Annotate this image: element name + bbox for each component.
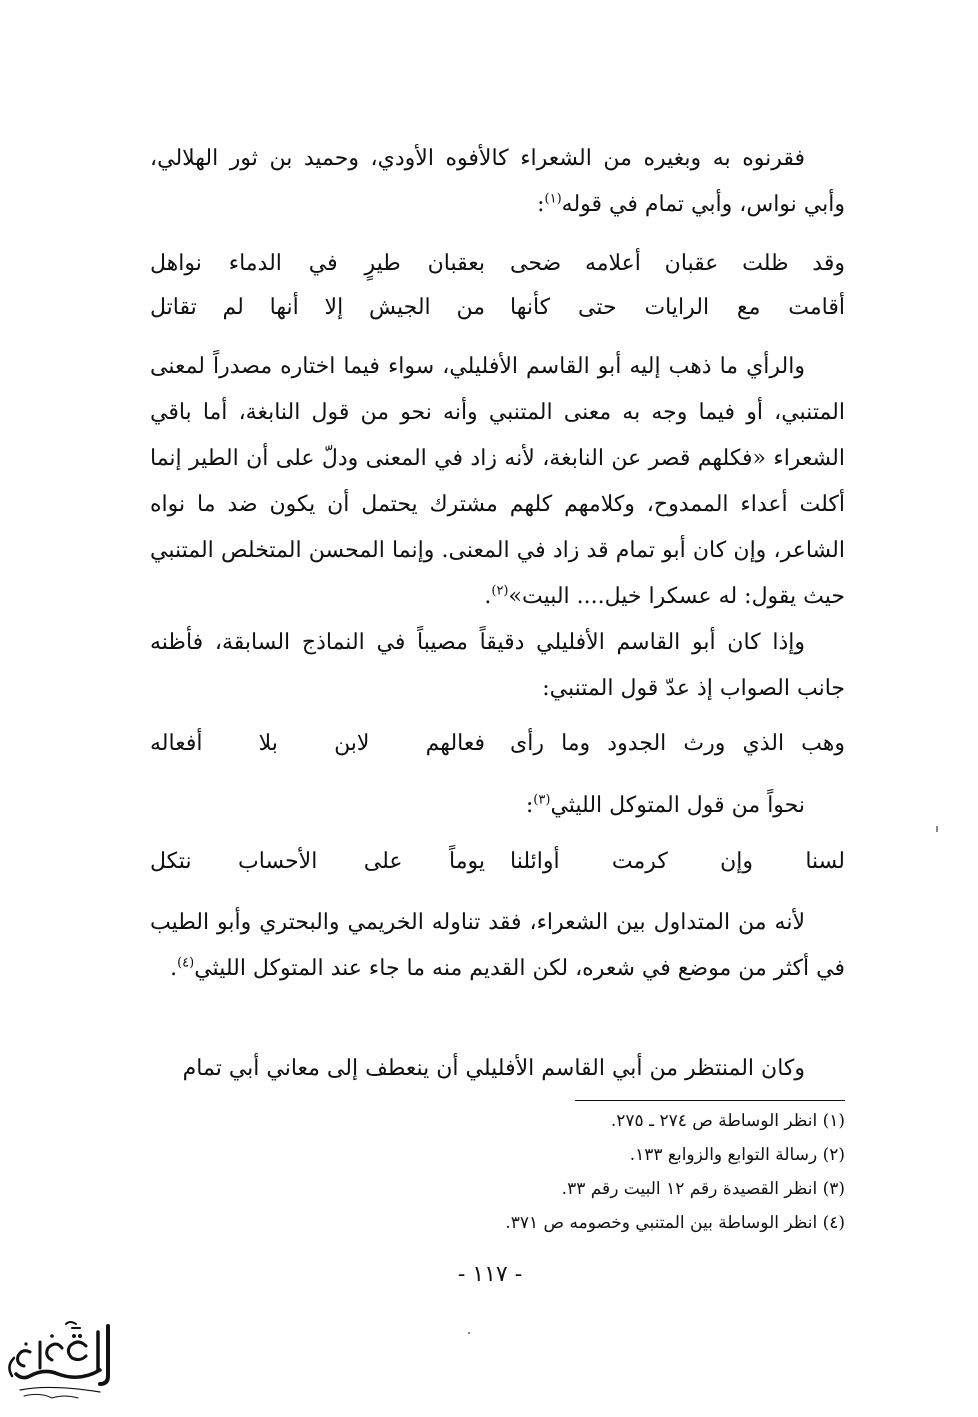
paragraph-1 [150, 136, 845, 228]
paragraph-4 [526, 786, 845, 826]
footnote-ref: (١) [544, 191, 562, 207]
calligraphy-stamp-logo [0, 1318, 120, 1408]
paragraph-tail: . [484, 584, 492, 609]
verse-hemistich-left: بعقبان طيرٍ في الدماء نواهل [150, 251, 485, 276]
verse-hemistich-left: فعالهم لابن بلا أفعاله [150, 731, 485, 756]
paragraph-text: والرأي ما ذهب إليه أبو القاسم الأفليلي، سواء فيما اختاره مصدراً لمعنى المتنبي، أو فيما وجه به معنى المتنبي وأنه نحو من قول النابغة، أما باقي الشعراء «فكلهم قصر عن النابغة، لأنه زاد في المعنى ودلّ على أن الطير إنما أكلت أعداء الممدوح، وكلامهم كلهم مشترك يحتمل أن يكون ضد ما نواه الشاعر، وإن كان أبو تمام قد زاد في المعنى. وإنما المحسن المتخلص المتنبي حيث يقول: له عسكرا خيل.... البيت» [150, 354, 846, 609]
scan-mark [936, 826, 938, 832]
verse-line [150, 842, 845, 882]
paragraph-6 [150, 1046, 845, 1092]
footnote-3: (٣) انظر القصيدة رقم ١٢ البيت رقم ٣٣. [561, 1179, 845, 1199]
verse-hemistich-right: أقامت مع الرايات حتى كأنها [510, 295, 845, 320]
verse-line [150, 244, 845, 284]
paragraph-text: وكان المنتظر من أبي القاسم الأفليلي أن ينعطف إلى معاني أبي تمام [182, 1056, 805, 1081]
footnote-divider [575, 1100, 845, 1101]
paragraph-text: وإذا كان أبو القاسم الأفليلي دقيقاً مصيباً في النماذج السابقة، فأظنه جانب الصواب إذ عدّ قول المتنبي: [150, 630, 845, 701]
footnote-2: (٢) رسالة التوابع والزوابع ١٣٣. [629, 1145, 845, 1165]
footnote-4: (٤) انظر الوساطة بين المتنبي وخصومه ص ٣٧١. [505, 1213, 845, 1233]
verse-line [150, 724, 845, 764]
footnote-ref: (٣) [533, 792, 551, 808]
verse-hemistich-right: لسنا وإن كرمت أوائلنا [510, 849, 845, 874]
paragraph-text: فقرنوه به وبغيره من الشعراء كالأفوه الأودي، وحميد بن ثور الهلالي، وأبي نواس، وأبي تمام في قوله [150, 146, 845, 217]
paragraph-text: لأنه من المتداول بين الشعراء، فقد تناوله الخريمي والبحتري وأبو الطيب في أكثر من موضع في شعره، لكن القديم منه ما جاء عند المتوكل الليثي [150, 910, 845, 981]
footnote-1: (١) انظر الوساطة ص ٢٧٤ ـ ٢٧٥. [610, 1111, 845, 1131]
paragraph-text: نحواً من قول المتوكل الليثي [550, 793, 805, 818]
verse-hemistich-right: وقد ظلت عقبان أعلامه ضحى [510, 251, 845, 276]
paragraph-tail: . [170, 956, 178, 981]
paragraph-2 [150, 344, 845, 620]
verse-hemistich-right: وهب الذي ورث الجدود وما رأى [510, 731, 845, 756]
footnote-ref: (٤) [177, 955, 195, 971]
paragraph-5 [150, 900, 845, 992]
paragraph-tail: : [537, 192, 545, 217]
verse-hemistich-left: من الجيش إلا أنها لم تقاتل [150, 295, 485, 320]
verse-hemistich-left: يوماً على الأحساب نتكل [150, 849, 485, 874]
paragraph-3 [150, 620, 845, 712]
scan-mark [468, 1332, 470, 1334]
paragraph-tail: : [525, 793, 534, 818]
stamp-calligraphy-icon [0, 1318, 120, 1408]
page-number: - ١١٧ - [457, 1262, 523, 1287]
verse-line [150, 288, 845, 328]
footnote-ref: (٢) [491, 583, 509, 599]
